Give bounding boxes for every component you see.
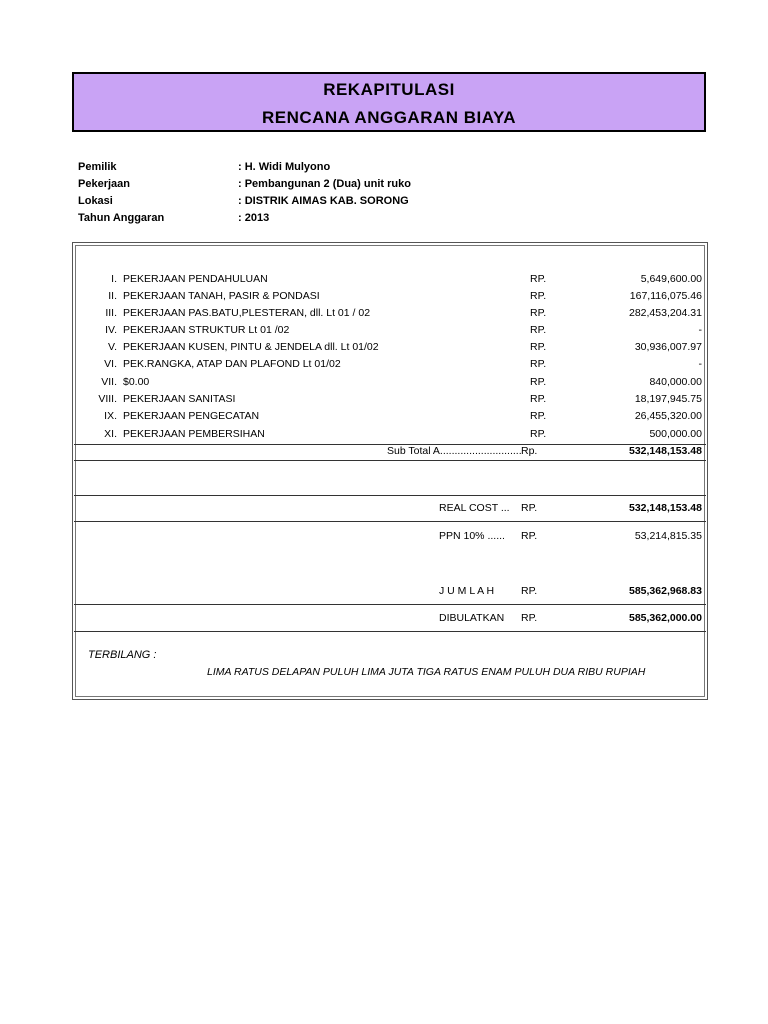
info-value-tahun: : 2013: [238, 212, 270, 224]
item-description: PEKERJAAN PAS.BATU,PLESTERAN, dll. Lt 01 / 02: [123, 307, 371, 319]
row-divider: [74, 604, 706, 605]
item-amount: 5,649,600.00: [640, 273, 702, 285]
jumlah-currency: RP.: [521, 585, 538, 597]
info-value-lokasi: : DISTRIK AIMAS KAB. SORONG: [238, 195, 409, 207]
item-number: VI.: [104, 358, 117, 370]
info-value-pekerjaan: : Pembangunan 2 (Dua) unit ruko: [238, 178, 411, 190]
item-amount: 26,455,320.00: [634, 410, 702, 422]
item-number: VII.: [101, 376, 117, 388]
info-label-pemilik: Pemilik: [78, 161, 117, 173]
info-label-lokasi: Lokasi: [78, 195, 113, 207]
ppn-label: PPN 10% ......: [439, 530, 505, 542]
page-title: REKAPITULASI: [323, 80, 455, 99]
table-row: [0, 393, 768, 409]
page-subtitle: RENCANA ANGGARAN BIAYA: [261, 108, 517, 127]
table-row: [0, 358, 768, 374]
subtotal-label: Sub Total A............................: [387, 445, 522, 457]
row-divider: [74, 460, 706, 461]
item-amount: 18,197,945.75: [634, 393, 702, 405]
item-currency: RP.: [530, 290, 547, 302]
ppn-currency: RP.: [521, 530, 538, 542]
table-row: [0, 376, 768, 392]
item-currency: RP.: [530, 341, 547, 353]
item-currency: RP.: [530, 273, 547, 285]
item-amount: 500,000.00: [649, 428, 702, 440]
item-description: PEKERJAAN PEMBERSIHAN: [123, 428, 265, 440]
info-label-tahun: Tahun Anggaran: [78, 212, 165, 224]
item-amount: 167,116,075.46: [629, 290, 702, 302]
subtotal-amount: 532,148,153.48: [629, 445, 702, 457]
item-description: PEKERJAAN PENDAHULUAN: [123, 273, 268, 285]
real-cost-currency: RP.: [521, 502, 538, 514]
table-row: [0, 273, 768, 289]
dibulatkan-currency: RP.: [521, 612, 538, 624]
item-currency: RP.: [530, 358, 547, 370]
item-description: PEKERJAAN KUSEN, PINTU & JENDELA dll. Lt 01/02: [123, 341, 379, 353]
table-row: [0, 307, 768, 323]
item-amount: 30,936,007.97: [634, 341, 702, 353]
jumlah-amount: 585,362,968.83: [629, 585, 702, 597]
table-row: [0, 290, 768, 306]
row-divider: [74, 495, 706, 496]
item-description: PEKERJAAN SANITASI: [123, 393, 236, 405]
title-banner: [72, 72, 706, 132]
table-row: [0, 428, 768, 444]
dibulatkan-amount: 585,362,000.00: [629, 612, 702, 624]
table-row: [0, 341, 768, 357]
item-number: VIII.: [98, 393, 117, 405]
subtotal-currency: Rp.: [521, 445, 538, 457]
item-description: PEKERJAAN STRUKTUR Lt 01 /02: [123, 324, 290, 336]
ppn-amount: 53,214,815.35: [634, 530, 702, 542]
item-currency: RP.: [530, 307, 547, 319]
item-currency: RP.: [530, 410, 547, 422]
real-cost-label: REAL COST ...: [439, 502, 510, 514]
item-currency: RP.: [530, 393, 547, 405]
dibulatkan-label: DIBULATKAN: [439, 612, 505, 624]
terbilang-text: LIMA RATUS DELAPAN PULUH LIMA JUTA TIGA RATUS ENAM PULUH DUA RIBU RUPIAH: [207, 666, 646, 678]
item-currency: RP.: [530, 428, 547, 440]
item-amount: -: [698, 324, 702, 336]
row-divider: [74, 521, 706, 522]
item-currency: RP.: [530, 376, 547, 388]
item-number: XI.: [104, 428, 117, 440]
item-number: IV.: [105, 324, 117, 336]
item-number: I.: [111, 273, 117, 285]
item-number: II.: [108, 290, 117, 302]
table-row: [0, 324, 768, 340]
item-amount: -: [698, 358, 702, 370]
item-number: IX.: [104, 410, 117, 422]
item-description: PEK.RANGKA, ATAP DAN PLAFOND Lt 01/02: [123, 358, 341, 370]
item-currency: RP.: [530, 324, 547, 336]
terbilang-label: TERBILANG :: [88, 649, 157, 661]
item-description: PEKERJAAN PENGECATAN: [123, 410, 260, 422]
real-cost-amount: 532,148,153.48: [629, 502, 702, 514]
item-amount: 840,000.00: [649, 376, 702, 388]
row-divider: [74, 631, 706, 632]
jumlah-label: J U M L A H: [439, 585, 495, 597]
info-label-pekerjaan: Pekerjaan: [78, 178, 130, 190]
item-description: PEKERJAAN TANAH, PASIR & PONDASI: [123, 290, 320, 302]
item-description: $0.00: [123, 376, 150, 388]
item-number: III.: [105, 307, 117, 319]
table-row: [0, 410, 768, 426]
info-value-pemilik: : H. Widi Mulyono: [238, 161, 331, 173]
item-amount: 282,453,204.31: [629, 307, 702, 319]
item-number: V.: [108, 341, 117, 353]
